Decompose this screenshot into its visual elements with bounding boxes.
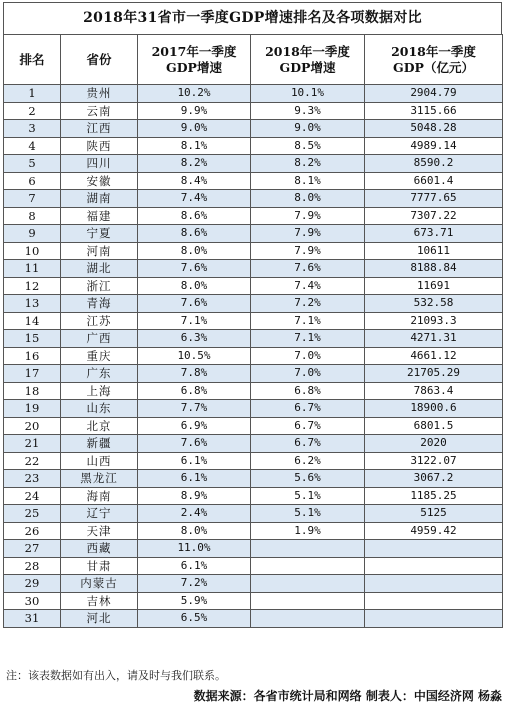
growth-2018-cell: 6.8% bbox=[251, 382, 365, 400]
province-cell: 北京 bbox=[61, 417, 138, 435]
table-row bbox=[4, 172, 503, 190]
table-row bbox=[4, 417, 503, 435]
growth-2018-cell: 7.9% bbox=[251, 207, 365, 225]
growth-2018-cell bbox=[251, 575, 365, 593]
gdp-2018-cell: 10611 bbox=[365, 242, 503, 260]
growth-2017-cell: 8.0% bbox=[138, 277, 251, 295]
gdp-2018-cell bbox=[365, 575, 503, 593]
table-row bbox=[4, 487, 503, 505]
table-row bbox=[4, 610, 503, 628]
table-row bbox=[4, 540, 503, 558]
gdp-2018-cell bbox=[365, 557, 503, 575]
gdp-2018-cell: 7777.65 bbox=[365, 190, 503, 208]
rank-cell: 22 bbox=[4, 452, 61, 470]
table-row bbox=[4, 190, 503, 208]
province-cell: 安徽 bbox=[61, 172, 138, 190]
growth-2018-cell: 7.0% bbox=[251, 365, 365, 383]
province-cell: 甘肃 bbox=[61, 557, 138, 575]
province-cell: 陕西 bbox=[61, 137, 138, 155]
table-row bbox=[4, 312, 503, 330]
table-row bbox=[4, 225, 503, 243]
growth-2017-cell: 8.0% bbox=[138, 242, 251, 260]
growth-2018-cell: 6.7% bbox=[251, 435, 365, 453]
rank-cell: 2 bbox=[4, 102, 61, 120]
gdp-2018-cell bbox=[365, 592, 503, 610]
table-row bbox=[4, 85, 503, 103]
gdp-2018-cell bbox=[365, 610, 503, 628]
table-row bbox=[4, 365, 503, 383]
growth-2017-cell: 7.7% bbox=[138, 400, 251, 418]
growth-2017-cell: 9.0% bbox=[138, 120, 251, 138]
province-cell: 宁夏 bbox=[61, 225, 138, 243]
growth-2017-cell: 7.2% bbox=[138, 575, 251, 593]
gdp-2018-cell: 8188.84 bbox=[365, 260, 503, 278]
table-row bbox=[4, 435, 503, 453]
table-row bbox=[4, 382, 503, 400]
province-cell: 浙江 bbox=[61, 277, 138, 295]
header-gdp-2018: 2018年一季度 GDP（亿元） bbox=[365, 35, 503, 85]
rank-cell: 25 bbox=[4, 505, 61, 523]
growth-2017-cell: 11.0% bbox=[138, 540, 251, 558]
rank-cell: 23 bbox=[4, 470, 61, 488]
rank-cell: 12 bbox=[4, 277, 61, 295]
growth-2018-cell: 5.6% bbox=[251, 470, 365, 488]
gdp-2018-cell: 4271.31 bbox=[365, 330, 503, 348]
gdp-2018-cell: 11691 bbox=[365, 277, 503, 295]
growth-2017-cell: 8.1% bbox=[138, 137, 251, 155]
province-cell: 海南 bbox=[61, 487, 138, 505]
province-cell: 广东 bbox=[61, 365, 138, 383]
gdp-2018-cell: 2904.79 bbox=[365, 85, 503, 103]
gdp-2018-cell: 4661.12 bbox=[365, 347, 503, 365]
growth-2017-cell: 6.1% bbox=[138, 470, 251, 488]
rank-cell: 4 bbox=[4, 137, 61, 155]
growth-2018-cell bbox=[251, 610, 365, 628]
province-cell: 福建 bbox=[61, 207, 138, 225]
gdp-2018-cell: 8590.2 bbox=[365, 155, 503, 173]
table-row bbox=[4, 120, 503, 138]
table-row bbox=[4, 155, 503, 173]
rank-cell: 30 bbox=[4, 592, 61, 610]
rank-cell: 21 bbox=[4, 435, 61, 453]
header-growth-2017: 2017年一季度 GDP增速 bbox=[138, 35, 251, 85]
growth-2018-cell: 7.1% bbox=[251, 312, 365, 330]
growth-2017-cell: 8.6% bbox=[138, 207, 251, 225]
growth-2017-cell: 8.4% bbox=[138, 172, 251, 190]
growth-2017-cell: 6.5% bbox=[138, 610, 251, 628]
table-row bbox=[4, 137, 503, 155]
gdp-2018-cell: 5048.28 bbox=[365, 120, 503, 138]
growth-2018-cell: 6.7% bbox=[251, 417, 365, 435]
growth-2018-cell: 7.2% bbox=[251, 295, 365, 313]
rank-cell: 5 bbox=[4, 155, 61, 173]
table-row bbox=[4, 452, 503, 470]
province-cell: 黑龙江 bbox=[61, 470, 138, 488]
gdp-2018-cell: 21705.29 bbox=[365, 365, 503, 383]
gdp-2018-cell: 4959.42 bbox=[365, 522, 503, 540]
province-cell: 江西 bbox=[61, 120, 138, 138]
rank-cell: 28 bbox=[4, 557, 61, 575]
table-row bbox=[4, 277, 503, 295]
gdp-table bbox=[3, 34, 503, 628]
province-cell: 新疆 bbox=[61, 435, 138, 453]
gdp-2018-cell: 4989.14 bbox=[365, 137, 503, 155]
growth-2017-cell: 6.3% bbox=[138, 330, 251, 348]
growth-2018-cell: 6.7% bbox=[251, 400, 365, 418]
gdp-2018-cell: 7307.22 bbox=[365, 207, 503, 225]
province-cell: 湖北 bbox=[61, 260, 138, 278]
province-cell: 河北 bbox=[61, 610, 138, 628]
growth-2017-cell: 5.9% bbox=[138, 592, 251, 610]
growth-2018-cell: 8.1% bbox=[251, 172, 365, 190]
growth-2018-cell: 7.0% bbox=[251, 347, 365, 365]
province-cell: 广西 bbox=[61, 330, 138, 348]
growth-2017-cell: 7.1% bbox=[138, 312, 251, 330]
province-cell: 山西 bbox=[61, 452, 138, 470]
gdp-2018-cell: 3067.2 bbox=[365, 470, 503, 488]
growth-2017-cell: 8.6% bbox=[138, 225, 251, 243]
growth-2017-cell: 6.1% bbox=[138, 557, 251, 575]
growth-2018-cell: 7.9% bbox=[251, 242, 365, 260]
gdp-2018-cell: 7863.4 bbox=[365, 382, 503, 400]
province-cell: 云南 bbox=[61, 102, 138, 120]
table-row bbox=[4, 295, 503, 313]
rank-cell: 31 bbox=[4, 610, 61, 628]
growth-2018-cell: 6.2% bbox=[251, 452, 365, 470]
rank-cell: 18 bbox=[4, 382, 61, 400]
header-growth-2018: 2018年一季度 GDP增速 bbox=[251, 35, 365, 85]
gdp-ranking-document bbox=[3, 2, 502, 628]
table-row bbox=[4, 260, 503, 278]
rank-cell: 14 bbox=[4, 312, 61, 330]
growth-2018-cell bbox=[251, 540, 365, 558]
growth-2017-cell: 2.4% bbox=[138, 505, 251, 523]
table-row bbox=[4, 242, 503, 260]
growth-2017-cell: 7.6% bbox=[138, 435, 251, 453]
growth-2017-cell: 7.8% bbox=[138, 365, 251, 383]
gdp-2018-cell: 1185.25 bbox=[365, 487, 503, 505]
rank-cell: 20 bbox=[4, 417, 61, 435]
growth-2017-cell: 6.1% bbox=[138, 452, 251, 470]
table-row bbox=[4, 102, 503, 120]
growth-2017-cell: 8.0% bbox=[138, 522, 251, 540]
growth-2017-cell: 7.6% bbox=[138, 295, 251, 313]
gdp-2018-cell: 2020 bbox=[365, 435, 503, 453]
table-title: 2018年31省市一季度GDP增速排名及各项数据对比 bbox=[3, 2, 502, 34]
rank-cell: 17 bbox=[4, 365, 61, 383]
header-province: 省份 bbox=[61, 35, 138, 85]
rank-cell: 7 bbox=[4, 190, 61, 208]
growth-2017-cell: 8.2% bbox=[138, 155, 251, 173]
rank-cell: 6 bbox=[4, 172, 61, 190]
province-cell: 西藏 bbox=[61, 540, 138, 558]
table-row bbox=[4, 207, 503, 225]
growth-2017-cell: 8.9% bbox=[138, 487, 251, 505]
province-cell: 贵州 bbox=[61, 85, 138, 103]
rank-cell: 27 bbox=[4, 540, 61, 558]
rank-cell: 26 bbox=[4, 522, 61, 540]
province-cell: 天津 bbox=[61, 522, 138, 540]
rank-cell: 8 bbox=[4, 207, 61, 225]
rank-cell: 3 bbox=[4, 120, 61, 138]
growth-2018-cell: 8.2% bbox=[251, 155, 365, 173]
table-row bbox=[4, 522, 503, 540]
growth-2017-cell: 6.9% bbox=[138, 417, 251, 435]
table-row bbox=[4, 505, 503, 523]
growth-2017-cell: 9.9% bbox=[138, 102, 251, 120]
growth-2018-cell: 5.1% bbox=[251, 487, 365, 505]
gdp-2018-cell: 3122.07 bbox=[365, 452, 503, 470]
disclaimer-note: 注：该表数据如有出入，请及时与我们联系。 bbox=[6, 669, 226, 682]
gdp-2018-cell: 21093.3 bbox=[365, 312, 503, 330]
rank-cell: 1 bbox=[4, 85, 61, 103]
growth-2018-cell: 5.1% bbox=[251, 505, 365, 523]
header-rank: 排名 bbox=[4, 35, 61, 85]
growth-2018-cell: 9.3% bbox=[251, 102, 365, 120]
growth-2018-cell: 7.1% bbox=[251, 330, 365, 348]
gdp-2018-cell: 3115.66 bbox=[365, 102, 503, 120]
growth-2017-cell: 10.2% bbox=[138, 85, 251, 103]
province-cell: 青海 bbox=[61, 295, 138, 313]
rank-cell: 9 bbox=[4, 225, 61, 243]
growth-2018-cell bbox=[251, 592, 365, 610]
growth-2017-cell: 6.8% bbox=[138, 382, 251, 400]
rank-cell: 29 bbox=[4, 575, 61, 593]
table-row bbox=[4, 592, 503, 610]
growth-2018-cell: 10.1% bbox=[251, 85, 365, 103]
gdp-2018-cell bbox=[365, 540, 503, 558]
growth-2018-cell: 7.6% bbox=[251, 260, 365, 278]
province-cell: 辽宁 bbox=[61, 505, 138, 523]
rank-cell: 10 bbox=[4, 242, 61, 260]
province-cell: 内蒙古 bbox=[61, 575, 138, 593]
table-row bbox=[4, 347, 503, 365]
gdp-2018-cell: 5125 bbox=[365, 505, 503, 523]
table-row bbox=[4, 575, 503, 593]
rank-cell: 13 bbox=[4, 295, 61, 313]
gdp-2018-cell: 673.71 bbox=[365, 225, 503, 243]
province-cell: 上海 bbox=[61, 382, 138, 400]
growth-2018-cell: 8.5% bbox=[251, 137, 365, 155]
province-cell: 吉林 bbox=[61, 592, 138, 610]
data-source: 数据来源：各省市统计局和网络 制表人：中国经济网 杨淼 bbox=[193, 689, 502, 703]
growth-2017-cell: 7.6% bbox=[138, 260, 251, 278]
table-row bbox=[4, 557, 503, 575]
rank-cell: 15 bbox=[4, 330, 61, 348]
growth-2018-cell: 1.9% bbox=[251, 522, 365, 540]
growth-2018-cell: 7.9% bbox=[251, 225, 365, 243]
province-cell: 湖南 bbox=[61, 190, 138, 208]
growth-2018-cell: 8.0% bbox=[251, 190, 365, 208]
growth-2017-cell: 7.4% bbox=[138, 190, 251, 208]
province-cell: 重庆 bbox=[61, 347, 138, 365]
rank-cell: 11 bbox=[4, 260, 61, 278]
growth-2018-cell: 9.0% bbox=[251, 120, 365, 138]
gdp-2018-cell: 6601.4 bbox=[365, 172, 503, 190]
table-row bbox=[4, 400, 503, 418]
rank-cell: 19 bbox=[4, 400, 61, 418]
header-row bbox=[4, 35, 503, 85]
rank-cell: 16 bbox=[4, 347, 61, 365]
province-cell: 四川 bbox=[61, 155, 138, 173]
growth-2018-cell: 7.4% bbox=[251, 277, 365, 295]
province-cell: 山东 bbox=[61, 400, 138, 418]
rank-cell: 24 bbox=[4, 487, 61, 505]
province-cell: 河南 bbox=[61, 242, 138, 260]
gdp-2018-cell: 18900.6 bbox=[365, 400, 503, 418]
table-row bbox=[4, 330, 503, 348]
province-cell: 江苏 bbox=[61, 312, 138, 330]
table-row bbox=[4, 470, 503, 488]
gdp-2018-cell: 6801.5 bbox=[365, 417, 503, 435]
table-body bbox=[4, 85, 503, 628]
growth-2018-cell bbox=[251, 557, 365, 575]
growth-2017-cell: 10.5% bbox=[138, 347, 251, 365]
gdp-2018-cell: 532.58 bbox=[365, 295, 503, 313]
